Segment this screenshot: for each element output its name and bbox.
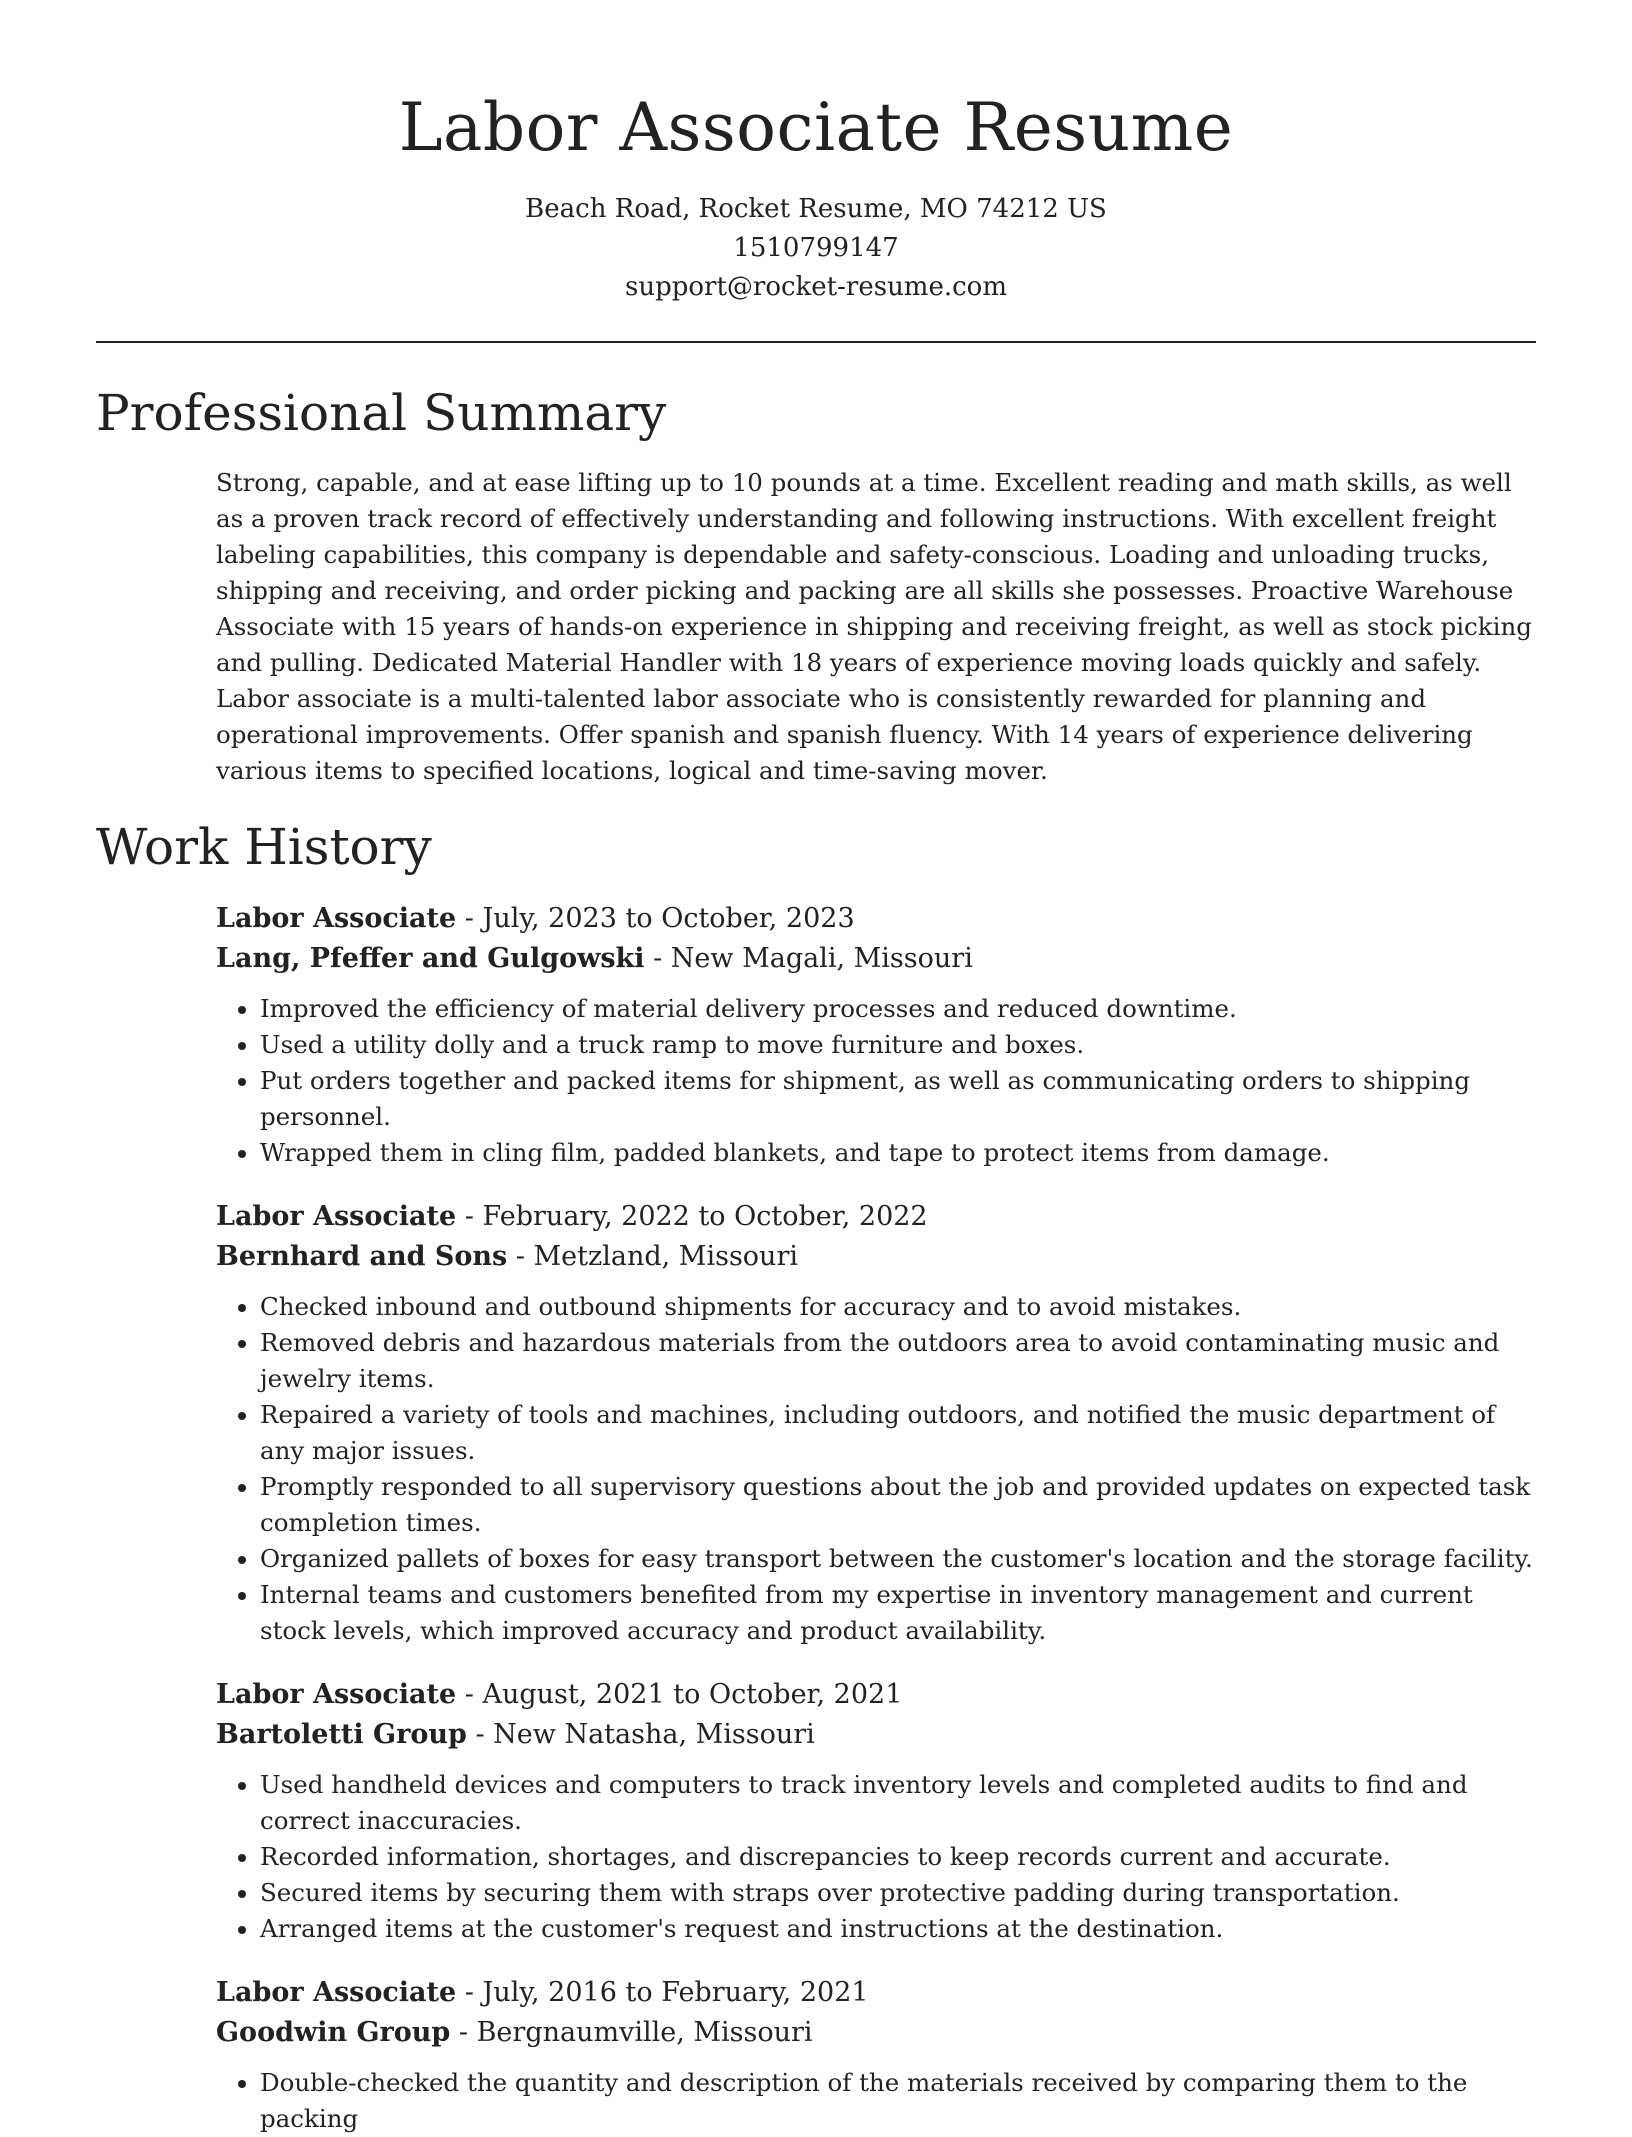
duty-item: • Organized pallets of boxes for easy transport between the customer's location and the storage facility.: [260, 1541, 1536, 1577]
work-history-heading: Work History: [96, 818, 432, 876]
duty-item: • Removed debris and hazardous materials from the outdoors area to avoid contaminating music and jewelry items.: [260, 1325, 1536, 1397]
job-company-line: [216, 2013, 1536, 2053]
duty-item: • Wrapped them in cling film, padded blankets, and tape to protect items from damage.: [260, 1135, 1536, 1171]
job-end-date: October, 2023: [661, 903, 855, 934]
duty-item: • Promptly responded to all supervisory questions about the job and provided updates on expected task completion times.: [260, 1469, 1536, 1541]
job-location: New Natasha, Missouri: [493, 1719, 815, 1750]
job-duties: [216, 991, 1536, 1171]
job-title: Labor Associate: [216, 1977, 457, 2008]
job-start-date: July, 2016: [482, 1977, 617, 2008]
duty-item: • Arranged items at the customer's request and instructions at the destination.: [260, 1911, 1536, 1947]
duty-item: • Improved the efficiency of material delivery processes and reduced downtime.: [260, 991, 1536, 1027]
duty-item: • Put orders together and packed items for shipment, as well as communicating orders to shipping personnel.: [260, 1063, 1536, 1135]
job-separator: -: [456, 903, 483, 934]
job-end-date: October, 2022: [734, 1201, 928, 1232]
job-company: Lang, Pfeffer and Gulgowski: [216, 943, 645, 974]
job-company: Goodwin Group: [216, 2017, 451, 2048]
job-company-line: [216, 1237, 1536, 1277]
contact-address: Beach Road, Rocket Resume, MO 74212 US: [525, 194, 1107, 224]
job-date-joiner: to: [664, 1679, 709, 1710]
resume-page: [96, 0, 1536, 2137]
job-company: Bernhard and Sons: [216, 1241, 508, 1272]
job-location: Bergnaumville, Missouri: [476, 2017, 813, 2048]
job-duties: [216, 1767, 1536, 1947]
contact-phone: 1510799147: [733, 233, 899, 263]
job-start-date: July, 2023: [482, 903, 617, 934]
resume-title: Labor Associate Resume: [398, 89, 1234, 166]
job-company: Bartoletti Group: [216, 1719, 467, 1750]
duty-item: • Double-checked the quantity and description of the materials received by comparing them to the packing: [260, 2065, 1536, 2137]
job-title-line: [216, 1675, 1536, 1715]
job-date-joiner: to: [616, 1977, 662, 2008]
job-entry: [216, 1197, 1536, 1649]
job-separator: -: [644, 943, 671, 974]
job-company-line: [216, 939, 1536, 979]
job-entry: [216, 1973, 1536, 2137]
duty-item: • Used handheld devices and computers to track inventory levels and completed audits to find and correct inaccuracies.: [260, 1767, 1536, 1839]
job-entry: [216, 1675, 1536, 1947]
duty-item: • Repaired a variety of tools and machines, including outdoors, and notified the music department of any major issues.: [260, 1397, 1536, 1469]
job-title: Labor Associate: [216, 1201, 457, 1232]
job-separator: -: [456, 1201, 483, 1232]
job-title: Labor Associate: [216, 1679, 457, 1710]
job-company-line: [216, 1715, 1536, 1755]
job-title-line: [216, 1973, 1536, 2013]
job-separator: -: [450, 2017, 477, 2048]
contact-block: [96, 190, 1536, 307]
work-history-list: [216, 899, 1536, 2137]
job-duties: [216, 1289, 1536, 1649]
job-entry: [216, 899, 1536, 1171]
job-end-date: February, 2021: [661, 1977, 869, 2008]
job-start-date: August, 2021: [482, 1679, 665, 1710]
duty-item: • Recorded information, shortages, and discrepancies to keep records current and accurate.: [260, 1839, 1536, 1875]
job-title-line: [216, 899, 1536, 939]
contact-email: support@rocket-resume.com: [624, 272, 1007, 302]
job-title-line: [216, 1197, 1536, 1237]
summary-heading: Professional Summary: [96, 384, 667, 442]
job-date-joiner: to: [616, 903, 662, 934]
job-end-date: October, 2021: [708, 1679, 903, 1710]
job-separator: -: [466, 1719, 494, 1750]
job-separator: -: [456, 1977, 483, 2008]
job-location: Metzland, Missouri: [533, 1241, 798, 1272]
job-separator: -: [507, 1241, 534, 1272]
duty-item: • Checked inbound and outbound shipments for accuracy and to avoid mistakes.: [260, 1289, 1536, 1325]
job-date-joiner: to: [689, 1201, 735, 1232]
job-title: Labor Associate: [216, 903, 457, 934]
job-separator: -: [456, 1679, 483, 1710]
duty-item: • Secured items by securing them with straps over protective padding during transportation.: [260, 1875, 1536, 1911]
header-divider: [96, 341, 1536, 343]
summary-text: Strong, capable, and at ease lifting up to 10 pounds at a time. Excellent reading and math skills, as well as a proven track record of effectively understanding and following instructions. With excellent freight labeling capabilities, this company is dependable and safety-conscious. Loading and unloading trucks, shipping and receiving, and order picking and packing are all skills she possesses. Proactive Warehouse Associate with 15 years of hands-on experience in shipping and receiving freight, as well as stock picking and pulling. Dedicated Material Handler with 18 years of experience moving loads quickly and safely. Labor associate is a multi-talented labor associate who is consistently rewarded for planning and operational improvements. Offer spanish and spanish fluency. With 14 years of experience delivering various items to specified locations, logical and time-saving mover.: [216, 468, 1532, 785]
job-duties: [216, 2065, 1536, 2137]
duty-item: • Internal teams and customers benefited from my expertise in inventory management and current stock levels, which improved accuracy and product availability.: [260, 1577, 1536, 1649]
job-start-date: February, 2022: [482, 1201, 690, 1232]
job-location: New Magali, Missouri: [670, 943, 973, 974]
duty-item: • Used a utility dolly and a truck ramp to move furniture and boxes.: [260, 1027, 1536, 1063]
